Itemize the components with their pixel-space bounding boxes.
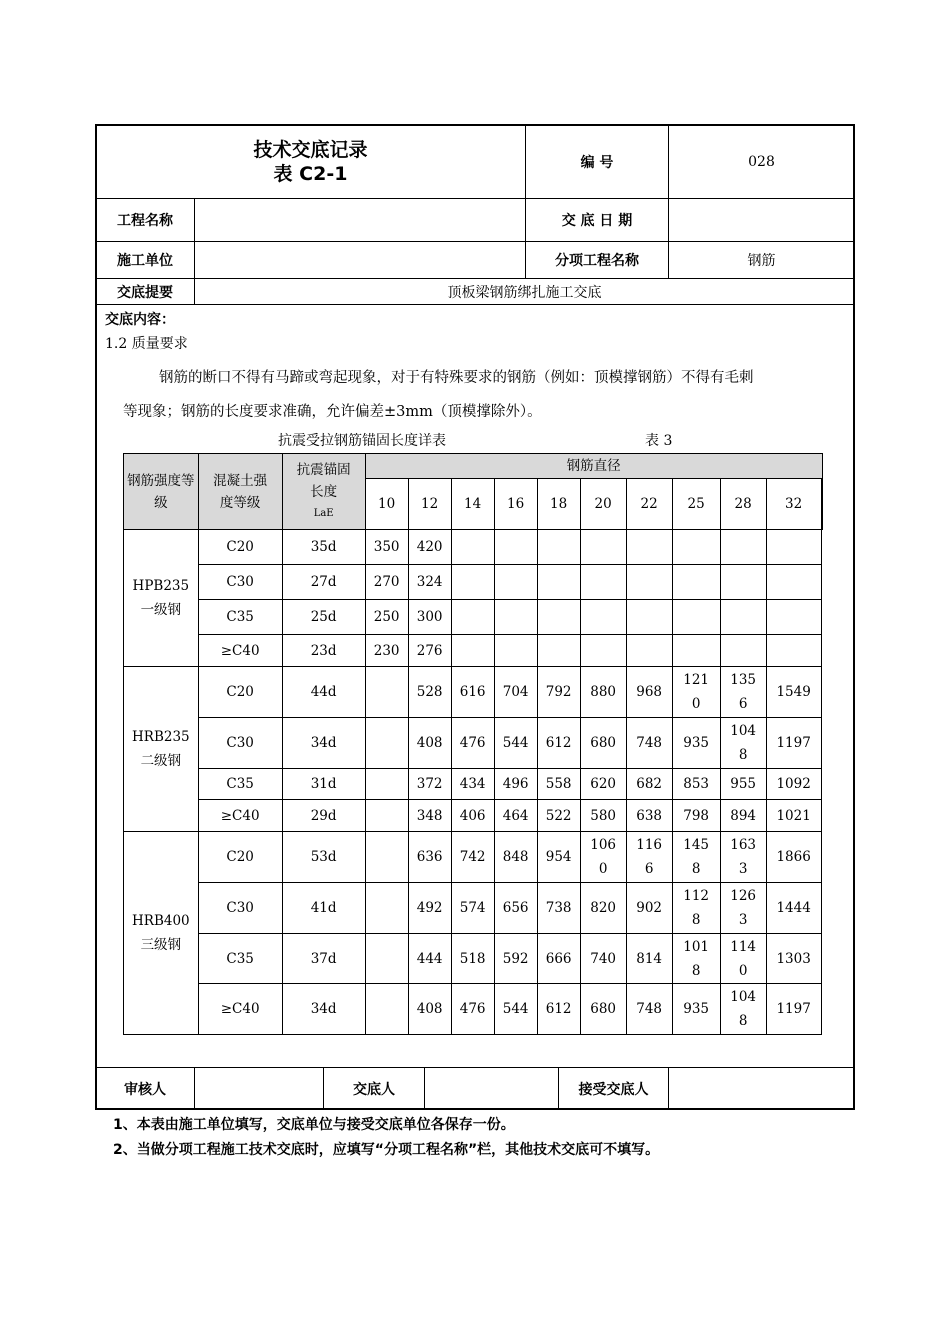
unit-field[interactable] [195,242,525,278]
length-value-cell [626,635,672,667]
concrete-grade-cell: C35 [198,934,282,984]
discloser-field[interactable] [425,1068,558,1109]
length-value-cell: 544 [494,984,537,1035]
length-value-cell [537,600,580,635]
length-value-cell [766,530,821,565]
concrete-grade-cell: C30 [198,718,282,769]
note-1: 1、本表由施工单位填写，交底单位与接受交底单位各保存一份。 [113,1117,515,1133]
concrete-grade-cell: ≥C40 [198,800,282,832]
length-value-cell: 1263 [720,883,766,934]
length-value-cell: 954 [537,832,580,883]
section-heading: 1.2 质量要求 [105,336,188,352]
length-value-cell [537,565,580,600]
length-value-cell: 324 [408,565,451,600]
summary-label: 交底提要 [117,284,173,301]
length-value-cell [365,883,408,934]
length-value-cell: 656 [494,883,537,934]
length-value-cell: 880 [580,667,626,718]
concrete-grade-cell: C35 [198,769,282,800]
table-row [124,718,823,769]
length-value-cell [365,718,408,769]
diameter-header: 32 [766,479,821,530]
table-row [124,769,823,800]
anchor-length-cell: 23d [282,635,365,667]
length-value-cell: 1018 [672,934,720,984]
length-value-cell [720,565,766,600]
diameter-header: 28 [720,479,766,530]
length-value-cell [537,530,580,565]
length-value-cell [365,832,408,883]
length-value-cell: 798 [672,800,720,832]
length-value-cell: 1021 [766,800,821,832]
length-value-cell: 853 [672,769,720,800]
concrete-grade-cell: ≥C40 [198,635,282,667]
length-value-cell: 276 [408,635,451,667]
table-number: 表 3 [645,433,673,449]
sub-project-label: 分项工程名称 [555,253,639,269]
concrete-grade-cell: ≥C40 [198,984,282,1035]
row-divider [96,304,854,305]
length-value-cell: 616 [451,667,494,718]
anchor-length-cell: 44d [282,667,365,718]
length-value-cell [580,530,626,565]
length-value-cell: 682 [626,769,672,800]
length-value-cell: 518 [451,934,494,984]
date-label: 交 底 日 期 [561,213,633,229]
length-value-cell: 348 [408,800,451,832]
length-value-cell: 680 [580,984,626,1035]
concrete-grade-cell: C30 [198,565,282,600]
length-value-cell [365,934,408,984]
concrete-grade-cell: C30 [198,883,282,934]
anchor-length-cell: 27d [282,565,365,600]
quality-paragraph-line1: 钢筋的断口不得有马蹄或弯起现象，对于有特殊要求的钢筋（例如：顶模撑钢筋）不得有毛刺 [159,370,754,386]
diameter-header-spacer [821,479,822,530]
length-value-cell: 748 [626,984,672,1035]
length-value-cell: 1633 [720,832,766,883]
length-value-cell: 1048 [720,718,766,769]
diameter-header: 25 [672,479,720,530]
length-value-cell: 666 [537,934,580,984]
length-value-cell: 1444 [766,883,821,934]
diameter-header: 14 [451,479,494,530]
steel-grade-cell: HPB235一级钢 [124,530,199,667]
discloser-label: 交底人 [353,1081,395,1098]
project-name-field[interactable] [195,199,525,241]
length-value-cell [365,769,408,800]
length-value-cell: 1048 [720,984,766,1035]
length-value-cell: 476 [451,718,494,769]
diameter-header: 12 [408,479,451,530]
length-value-cell: 636 [408,832,451,883]
length-value-cell: 250 [365,600,408,635]
length-value-cell: 1060 [580,832,626,883]
table-caption: 抗震受拉钢筋锚固长度详表 [278,433,446,449]
table-row [124,832,823,883]
length-value-cell: 1866 [766,832,821,883]
length-value-cell: 935 [672,718,720,769]
length-value-cell [626,530,672,565]
content-label: 交底内容： [105,312,175,328]
table-row [124,800,823,832]
length-value-cell [720,635,766,667]
length-value-cell [365,667,408,718]
note-2: 2、当做分项工程施工技术交底时，应填写“分项工程名称”栏，其他技术交底可不填写。 [113,1142,660,1158]
length-value-cell: 1356 [720,667,766,718]
length-value-cell: 704 [494,667,537,718]
length-value-cell: 955 [720,769,766,800]
length-value-cell: 968 [626,667,672,718]
length-value-cell [365,800,408,832]
table-row [124,600,823,635]
length-value-cell [537,635,580,667]
length-value-cell: 1303 [766,934,821,984]
number-label: 编 号 [580,155,614,171]
table-row [124,667,823,718]
length-value-cell: 372 [408,769,451,800]
length-value-cell: 792 [537,667,580,718]
length-value-cell: 1092 [766,769,821,800]
concrete-grade-cell: C20 [198,667,282,718]
length-value-cell: 420 [408,530,451,565]
concrete-grade-cell: C20 [198,530,282,565]
anchor-length-cell: 37d [282,934,365,984]
length-value-cell: 574 [451,883,494,934]
length-value-cell: 620 [580,769,626,800]
length-value-cell [494,565,537,600]
header-anchor-length [282,454,365,530]
length-value-cell [766,565,821,600]
diameter-header: 20 [580,479,626,530]
header-anchor-text: 抗震锚固长度 [296,461,351,500]
length-value-cell [672,635,720,667]
header-concrete: 混凝土强度等级 [198,454,282,530]
length-value-cell [672,530,720,565]
length-value-cell: 464 [494,800,537,832]
length-value-cell: 558 [537,769,580,800]
length-value-cell [451,565,494,600]
length-value-cell [720,600,766,635]
length-value-cell: 638 [626,800,672,832]
length-value-cell: 742 [451,832,494,883]
length-value-cell: 1197 [766,718,821,769]
length-value-cell: 492 [408,883,451,934]
concrete-grade-cell: C20 [198,832,282,883]
length-value-cell: 740 [580,934,626,984]
quality-paragraph-line2: 等现象；钢筋的长度要求准确，允许偏差±3mm（顶模撑除外）。 [123,404,542,420]
anchor-length-cell: 34d [282,718,365,769]
anchor-length-cell: 25d [282,600,365,635]
length-value-cell: 1128 [672,883,720,934]
anchor-length-cell: 35d [282,530,365,565]
length-value-cell: 434 [451,769,494,800]
length-value-cell: 408 [408,984,451,1035]
length-value-cell [720,530,766,565]
length-value-cell [580,600,626,635]
form-title: 技术交底记录 [253,139,368,161]
length-value-cell: 814 [626,934,672,984]
length-value-cell: 612 [537,984,580,1035]
length-value-cell [580,635,626,667]
date-field[interactable] [669,199,854,241]
reviewer-field[interactable] [195,1068,323,1109]
form-title-block [96,126,525,198]
length-value-cell: 406 [451,800,494,832]
diameter-header: 22 [626,479,672,530]
sub-project-value: 钢筋 [747,253,776,269]
concrete-grade-cell: C35 [198,600,282,635]
receiver-label: 接受交底人 [578,1081,649,1098]
length-value-cell: 350 [365,530,408,565]
length-value-cell [451,635,494,667]
length-value-cell: 748 [626,718,672,769]
length-value-cell: 1210 [672,667,720,718]
header-diameter: 钢筋直径 [365,454,822,479]
length-value-cell: 408 [408,718,451,769]
header-anchor-sub: LaE [313,507,334,519]
length-value-cell: 848 [494,832,537,883]
anchor-length-cell: 29d [282,800,365,832]
header-grade: 钢筋强度等级 [124,454,199,530]
length-value-cell [626,600,672,635]
length-value-cell [451,530,494,565]
length-value-cell: 528 [408,667,451,718]
number-value: 028 [748,154,775,170]
anchor-length-cell: 34d [282,984,365,1035]
length-value-cell: 1140 [720,934,766,984]
length-value-cell: 496 [494,769,537,800]
length-value-cell [672,565,720,600]
steel-grade-cell: HRB235二级钢 [124,667,199,832]
length-value-cell [451,600,494,635]
table-row [124,934,823,984]
anchor-length-cell: 41d [282,883,365,934]
reviewer-label: 审核人 [124,1081,166,1098]
table-row [124,565,823,600]
length-value-cell [365,984,408,1035]
length-value-cell: 935 [672,984,720,1035]
length-value-cell: 680 [580,718,626,769]
length-value-cell [494,600,537,635]
table-row [124,883,823,934]
steel-grade-cell: HRB400三级钢 [124,832,199,1035]
receiver-field[interactable] [669,1068,854,1109]
diameter-header: 16 [494,479,537,530]
length-value-cell: 1197 [766,984,821,1035]
length-value-cell [672,600,720,635]
anchor-length-cell: 53d [282,832,365,883]
length-value-cell [766,635,821,667]
length-value-cell: 592 [494,934,537,984]
length-value-cell: 1166 [626,832,672,883]
length-value-cell [580,565,626,600]
length-value-cell: 230 [365,635,408,667]
length-value-cell: 522 [537,800,580,832]
diameter-header: 18 [537,479,580,530]
table-row [124,635,823,667]
project-name-label: 工程名称 [117,213,173,229]
length-value-cell: 894 [720,800,766,832]
length-value-cell: 580 [580,800,626,832]
length-value-cell: 612 [537,718,580,769]
length-value-cell: 544 [494,718,537,769]
length-value-cell: 270 [365,565,408,600]
length-value-cell [766,600,821,635]
length-value-cell: 476 [451,984,494,1035]
length-value-cell [626,565,672,600]
length-value-cell: 1549 [766,667,821,718]
length-value-cell: 1458 [672,832,720,883]
length-value-cell: 738 [537,883,580,934]
length-value-cell [494,635,537,667]
anchorage-length-table [123,453,823,1035]
anchor-length-cell: 31d [282,769,365,800]
table-row [124,984,823,1035]
diameter-header: 10 [365,479,408,530]
length-value-cell: 444 [408,934,451,984]
length-value-cell: 902 [626,883,672,934]
unit-label: 施工单位 [117,253,173,269]
table-row [124,530,823,565]
summary-value: 顶板梁钢筋绑扎施工交底 [447,284,602,301]
length-value-cell: 820 [580,883,626,934]
length-value-cell: 300 [408,600,451,635]
length-value-cell [494,530,537,565]
form-subtitle: 表 C2-1 [273,163,348,185]
